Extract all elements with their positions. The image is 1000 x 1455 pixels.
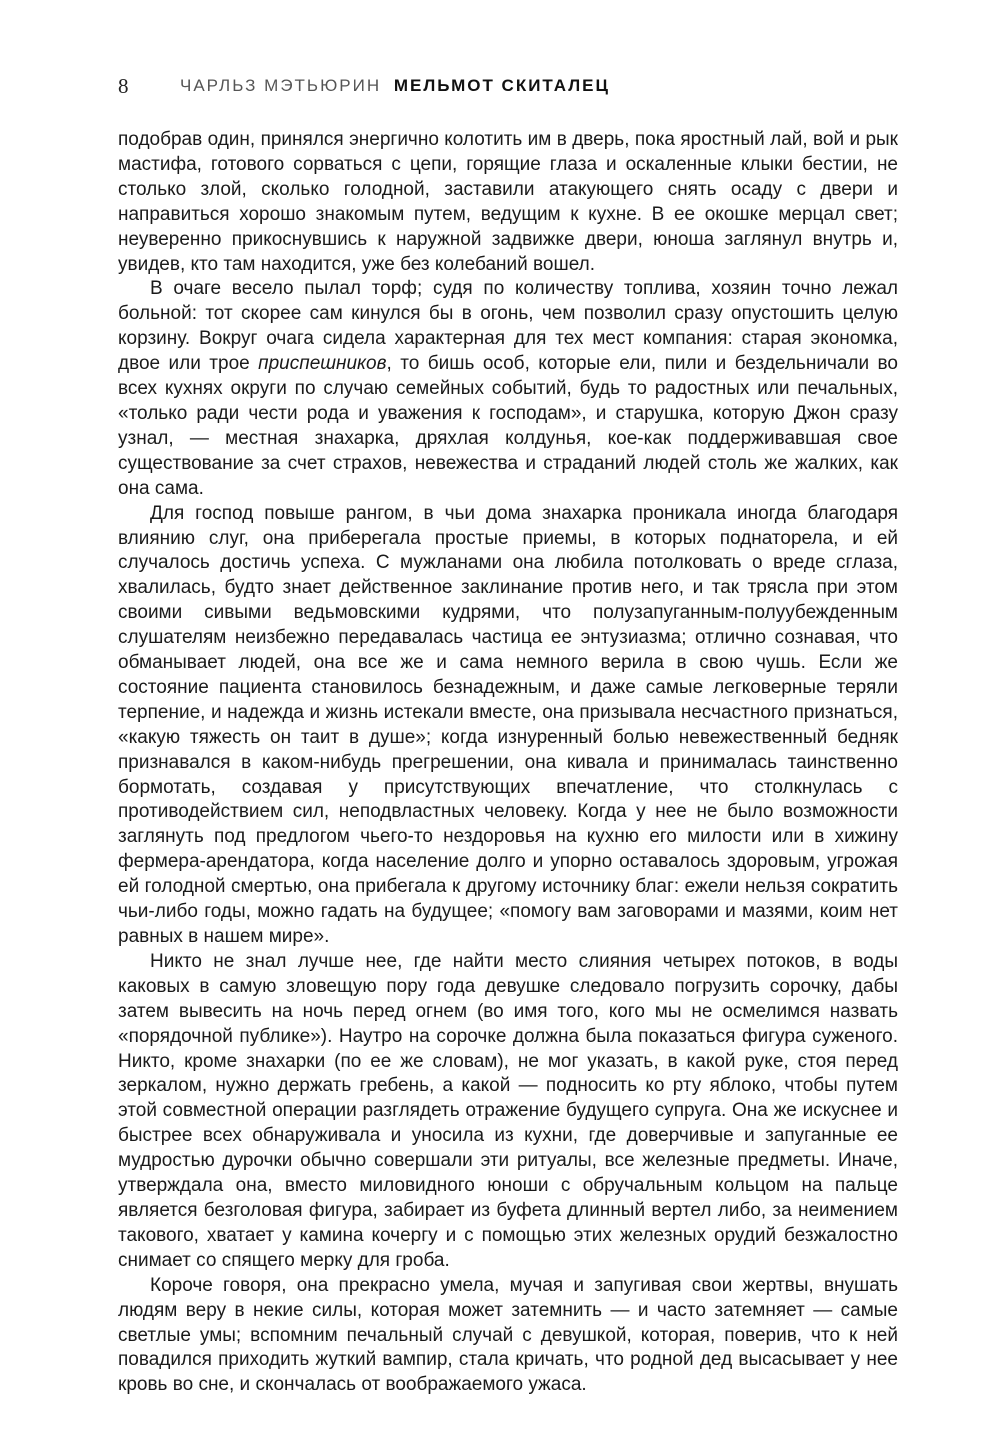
author-name: ЧАРЛЬЗ МЭТЬЮРИН [180,76,382,95]
italic-term: приспешников [258,353,387,375]
paragraph-2-part-1: В очаге весело пылал торф; судя по количеству топлива, хозяин точно лежал больной: тот скорее сам кинулся бы в огонь, чем позволил сразу опустошить целую корзину. Вокруг очага сидела характерная для тех мест компания: старая экономка, двое или трое [118,278,898,375]
book-title: МЕЛЬМОТ СКИТАЛЕЦ [393,76,610,95]
paragraph-3: Для господ повыше рангом, в чьи дома знахарка проникала иногда благодаря влиянию слуг, она приберегала простые приемы, в которых поднаторела, и ей случалось достичь успеха. С мужланами она любила потолковать о вреде сглаза, хвалилась, будто знает действенное заклинание против него, и так трясла при этом своими сивыми ведьмовскими кудрями, что полузапуганным-полуубежденным слушателям неизбежно передавалась частица ее энтузиазма; отлично сознавая, что обманывает людей, она все же и сама немного верила в свою чушь. Если же состояние пациента становилось безнадежным, и даже самые легковерные теряли терпение, и надежда и жизнь истекали вместе, она призывала несчастного признаться, «какую тяжесть он таит в душе»; когда изнуренный болью невежественный бедняк признавался в каком-нибудь прегрешении, она кивала и принималась таинственно бормотать, создавая у присутствующих впечатление, что столкнулась с противодействием сил, неподвластных человеку. Когда у нее не было возможности заглянуть под предлогом чьего-то нездоровья на кухню его милости или в хижину фермера-арендатора, когда население долго и упорно оставалось здоровым, угрожая ей голодной смертью, она прибегала к другому источнику благ: ежели нельзя сократить чьи-либо годы, можно гадать на будущее; «помогу вам заговорами и мазями, коим нет равных в нашем мире». [118,502,898,947]
running-header [118,74,900,104]
page-number: 8 [118,74,129,98]
running-title [180,76,610,96]
paragraph-2 [118,277,898,501]
paragraph-4: Никто не знал лучше нее, где найти место слияния четырех потоков, в воды каковых в самую зловещую пору года девушке следовало погрузить сорочку, дабы затем вывесить на ночь перед огнем (во имя того, кого мы не осмелимся назвать «порядочной публике»). Наутро на сорочке должна была показаться фигура суженого. Никто, кроме знахарки (по ее же словам), не мог указать, в какой руке, стоя перед зеркалом, нужно держать гребень, а какой — подносить ко рту яблоко, чтобы путем этой совместной операции разглядеть отражение будущего супруга. Она же искуснее и быстрее всех обнаруживала и уносила из кухни, где доверчивые и запуганные ее мудростью дурочки обычно совершали эти ритуалы, все железные предметы. Иначе, утверждала она, вместо миловидного юноши с обручальным кольцом на пальце является безголовая фигура, забирает из буфета длинный вертел либо, за неимением такового, хватает у камина кочергу и с помощью этих железных орудий безжалостно снимает со спящего мерку для гроба. [118,950,898,1271]
paragraph-1: подобрав один, принялся энергично колотить им в дверь, пока яростный лай, вой и рык мастифа, готового сорваться с цепи, горящие глаза и оскаленные клыки бестии, не столько злой, сколько голодной, заставили атакующего снять осаду с двери и направиться хорошо знакомым путем, ведущим к кухне. В ее окошке мерцал свет; неуверенно прикоснувшись к наружной задвижке двери, юноша заглянул внутрь и, увидев, кто там находится, уже без колебаний вошел. [118,129,898,275]
page-body [118,128,898,1398]
paragraph-2-part-2: , то бишь особ, которые ели, пили и бездельничали во всех кухнях округи по случаю семейных событий, будь то радостных или печальных, «только ради чести рода и уважения к господам», и старушка, которую Джон сразу узнал, — местная знахарка, дряхлая колдунья, кое-как поддерживавшая свое существование за счет страхов, невежества и страданий людей столь же жалких, как она сама. [118,353,898,499]
paragraph-5: Короче говоря, она прекрасно умела, мучая и запугивая свои жертвы, внушать людям веру в некие силы, которая может затемнить — и часто затемняет — самые светлые умы; вспомним печальный случай с девушкой, которая, поверив, что к ней повадился приходить жуткий вампир, стала кричать, что родной дед высасывает у нее кровь во сне, и скончалась от воображаемого ужаса. [118,1274,898,1396]
